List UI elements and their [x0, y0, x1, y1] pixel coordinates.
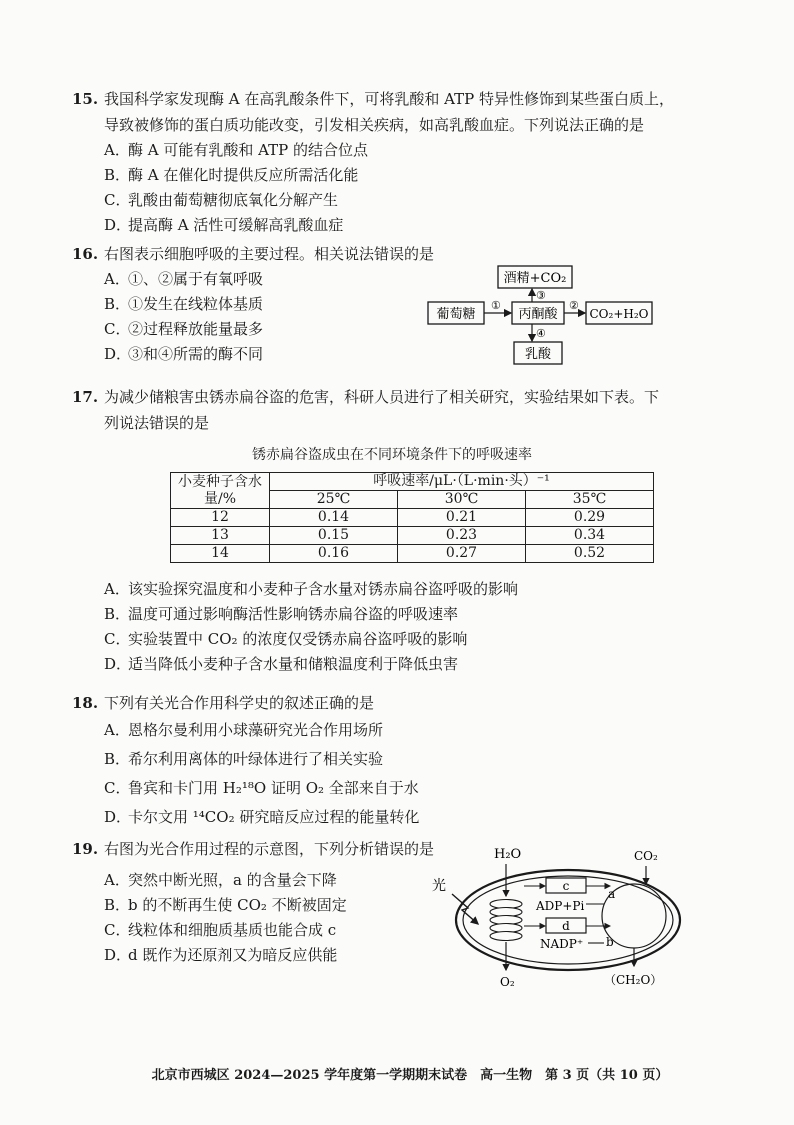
- question-stem-cont: 导致被修饰的蛋白质功能改变，引发相关疾病，如高乳酸血症。下列说法正确的是: [104, 116, 645, 134]
- option-c: C．线粒体和细胞质基质也能合成 c: [104, 921, 337, 939]
- option-a: A．突然中断光照，a 的含量会下降: [104, 871, 337, 889]
- question-17: [72, 384, 722, 677]
- photosynthesis-diagram: [428, 842, 690, 992]
- option-c: C．实验装置中 CO₂ 的浓度仅受锈赤扁谷盗呼吸的影响: [104, 630, 468, 648]
- thylakoid-stack: [490, 900, 522, 941]
- question-18: [72, 690, 722, 832]
- o2-label: O₂: [500, 975, 515, 989]
- question-number: 16.: [72, 245, 99, 263]
- option-d: D．③和④所需的酶不同: [104, 345, 264, 363]
- step4-label: ④: [536, 327, 546, 340]
- question-stem-cont: 列说法错误的是: [104, 414, 210, 432]
- question-number: 15.: [72, 90, 99, 108]
- light-label: 光: [432, 878, 446, 894]
- nadp-label: NADP⁺: [540, 937, 584, 951]
- option-list: [72, 138, 722, 238]
- pyruvate-label: 丙酮酸: [518, 307, 558, 322]
- option-a: A．酶 A 可能有乳酸和 ATP 的结合位点: [104, 141, 369, 159]
- c-label: c: [562, 879, 570, 893]
- question-number: 19.: [72, 840, 99, 858]
- option-b: B．酶 A 在催化时提供反应所需活化能: [104, 166, 359, 184]
- question-15: [72, 86, 722, 238]
- rate-header: 呼吸速率/μL·（L·min·头）⁻¹: [270, 473, 654, 491]
- temp-header: 25℃: [270, 491, 398, 509]
- option-d: D．适当降低小麦种子含水量和储粮温度利于降低虫害: [104, 655, 459, 673]
- ch2o-label: （CH₂O）: [604, 973, 663, 987]
- d-label: d: [562, 919, 570, 933]
- temp-header: 35℃: [526, 491, 654, 509]
- option-list: [72, 577, 722, 677]
- option-list: [72, 868, 452, 968]
- option-c: C．②过程释放能量最多: [104, 320, 264, 338]
- option-b: B．温度可通过影响酶活性影响锈赤扁谷盗的呼吸速率: [104, 605, 459, 623]
- table-row: 14 0.16 0.27 0.52: [171, 545, 654, 563]
- question-number: 18.: [72, 694, 99, 712]
- option-b: B．希尔利用离体的叶绿体进行了相关实验: [104, 750, 384, 768]
- option-b: B．b 的不断再生使 CO₂ 不断被固定: [104, 896, 347, 914]
- option-d: D．提高酶 A 活性可缓解高乳酸血症: [104, 216, 344, 234]
- step2-label: ②: [569, 299, 579, 312]
- option-c: C．乳酸由葡萄糖彻底氧化分解产生: [104, 191, 339, 209]
- question-number: 17.: [72, 388, 99, 406]
- water-content-header: 小麦种子含水量/%: [171, 473, 270, 509]
- question-stem: 右图为光合作用过程的示意图，下列分析错误的是: [104, 840, 435, 858]
- adp-pi-label: ADP+Pi: [536, 899, 585, 913]
- question-stem: 我国科学家发现酶 A 在高乳酸条件下，可将乳酸和 ATP 特异性修饰到某些蛋白质上，: [104, 90, 675, 108]
- option-b: B．①发生在线粒体基质: [104, 295, 264, 313]
- alcohol-label: 酒精+CO₂: [503, 271, 567, 286]
- question-stem: 为减少储粮害虫锈赤扁谷盗的危害，科研人员进行了相关研究，实验结果如下表。下: [104, 388, 660, 406]
- option-a: A．①、②属于有氧呼吸: [104, 270, 264, 288]
- option-a: A．该实验探究温度和小麦种子含水量对锈赤扁谷盗呼吸的影响: [104, 580, 519, 598]
- question-stem: 右图表示细胞呼吸的主要过程。相关说法错误的是: [104, 245, 435, 263]
- step3-label: ③: [536, 289, 546, 302]
- b-label: b: [606, 935, 614, 949]
- temp-header: 30℃: [398, 491, 526, 509]
- co2-label: CO₂: [634, 849, 658, 863]
- table-row: 12 0.14 0.21 0.29: [171, 509, 654, 527]
- h2o-label: H₂O: [494, 847, 522, 862]
- table-title: 锈赤扁谷盗成虫在不同环境条件下的呼吸速率: [252, 447, 532, 463]
- option-c: C．鲁宾和卡门用 H₂¹⁸O 证明 O₂ 全部来自于水: [104, 779, 419, 797]
- glucose-label: 葡萄糖: [436, 307, 476, 322]
- a-label: a: [608, 887, 616, 901]
- option-d: D．卡尔文用 ¹⁴CO₂ 研究暗反应过程的能量转化: [104, 808, 420, 826]
- question-stem: 下列有关光合作用科学史的叙述正确的是: [104, 694, 375, 712]
- respiration-rate-table: [170, 472, 654, 563]
- option-a: A．恩格尔曼利用小球藻研究光合作用场所: [104, 721, 384, 739]
- option-list: [72, 716, 722, 832]
- question-19: [72, 836, 452, 968]
- step1-label: ①: [491, 299, 501, 312]
- co2-h2o-label: CO₂+H₂O: [589, 307, 649, 321]
- table-header-row: [171, 473, 654, 491]
- page-footer: 北京市西城区 2024—2025 学年度第一学期期末试卷 高一生物 第 3 页（共 10 页）: [151, 1068, 669, 1083]
- option-d: D．d 既作为还原剂又为暗反应供能: [104, 946, 338, 964]
- table-row: 13 0.15 0.23 0.34: [171, 527, 654, 545]
- respiration-diagram: [420, 262, 660, 370]
- lactic-label: 乳酸: [524, 347, 552, 362]
